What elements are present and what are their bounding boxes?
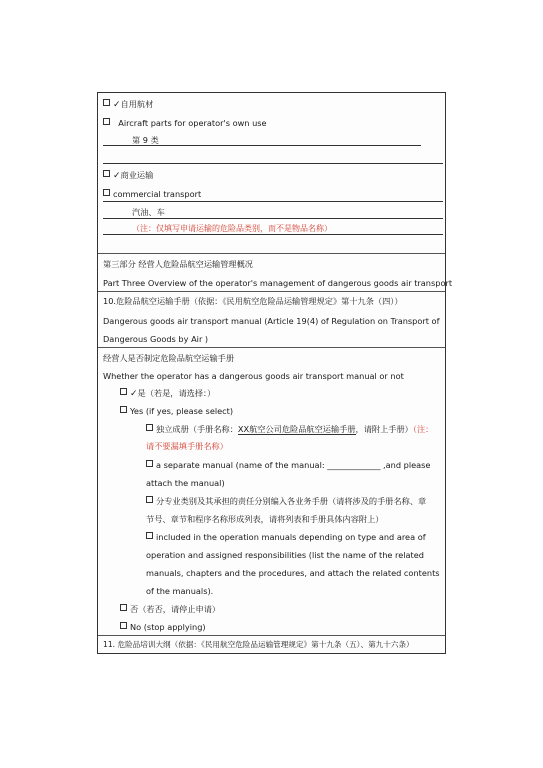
goods-underline (103, 218, 443, 219)
separate-manual-en-2: attach the manual) (146, 478, 225, 488)
form-table (97, 92, 453, 654)
included-en-text-1: included in the operation manuals depending on type and area of (156, 532, 426, 542)
commercial-underline (103, 201, 443, 202)
part3-title-en: Part Three Overview of the operator's management of dangerous goods air transport (103, 278, 453, 288)
checkbox-no-en[interactable] (120, 622, 127, 629)
checkbox-included-en[interactable] (146, 532, 153, 539)
check-mark-icon: ✓ (113, 171, 121, 181)
checkbox-self-use[interactable] (103, 99, 110, 106)
separate-manual-zh (146, 424, 433, 435)
checkbox-yes[interactable] (120, 388, 127, 395)
blank-underline (103, 163, 443, 164)
commercial-label-en: commercial transport (113, 189, 202, 199)
manual-name-value: XX航空公司危险品航空运输手册 (237, 424, 356, 434)
included-en-1 (146, 532, 426, 543)
divider (98, 291, 445, 292)
checkbox-separate-manual-en[interactable] (146, 460, 153, 467)
yes-option-en (120, 406, 233, 417)
no-label-en: No (stop applying) (130, 622, 206, 632)
divider (98, 347, 445, 348)
commercial-label-zh: 商业运输 (120, 170, 154, 180)
separate-suffix: ，请附上手册） (355, 424, 413, 434)
checkbox-separate-manual[interactable] (146, 424, 153, 431)
goods-value: 汽油、车 (132, 207, 165, 217)
item10-title-zh: 10.危险品航空运输手册（依据：《民用航空危险品运输管理规定》第十九条（四）） (103, 296, 403, 306)
commercial-option-en (103, 189, 201, 200)
included-en-4: of the manuals). (146, 586, 214, 596)
goods-note: （注：仅填写申请运输的危险品类别，而不是物品名称） (132, 224, 332, 233)
item10-desc-en-1: Dangerous goods air transport manual (Article 19(4) of Regulation on Transport of (103, 316, 440, 326)
no-option-en (120, 622, 206, 633)
checkbox-no[interactable] (120, 604, 127, 611)
class-underline (103, 145, 421, 146)
self-use-option (103, 99, 153, 111)
no-option-zh (120, 604, 220, 615)
self-use-label-en: Aircraft parts for operator's own use (118, 118, 267, 128)
manual-question-en: Whether the operator has a dangerous goods air transport manual or not (103, 371, 404, 381)
divider (98, 253, 445, 254)
item11-title-zh: 11. 危险品培训大纲（依据：《民用航空危险品运输管理规定》第十九条（五）、第九十六条） (103, 640, 414, 649)
manual-question-zh: 经营人是否制定危险品航空运输手册 (103, 353, 235, 363)
checkbox-self-use-en[interactable] (103, 118, 110, 125)
yes-label-zh: 是（若是，请选择：） (137, 388, 216, 398)
included-zh-2: 节号、章节和程序名称形成列表，请将列表和手册具体内容附上） (146, 514, 384, 524)
self-use-label-zh: 自用航材 (120, 99, 154, 109)
note-underline (103, 234, 443, 235)
check-mark-icon: ✓ (113, 100, 121, 110)
item10-desc-en-2: Dangerous Goods by Air ) (103, 334, 209, 344)
check-mark-icon: ✓ (130, 389, 138, 399)
checkbox-commercial-en[interactable] (103, 189, 110, 196)
divider (98, 635, 445, 636)
checkbox-commercial[interactable] (103, 170, 110, 177)
separate-en-text-1: a separate manual (name of the manual: _____________ ,and please (156, 460, 431, 470)
included-zh-1 (146, 496, 426, 507)
part3-title-zh: 第三部分 经营人危险品航空运输管理概况 (103, 259, 253, 269)
class-value: 第 9 类 (132, 135, 159, 145)
separate-manual-en-1 (146, 460, 430, 471)
yes-option-zh (120, 388, 215, 400)
no-label-zh: 否（若否，请停止申请） (130, 604, 221, 614)
included-en-2: operation and assigned responsibilities (list the name of the related (146, 550, 424, 560)
separate-note-red-2: 请不要漏填手册名称） (146, 441, 228, 451)
commercial-option (103, 170, 153, 182)
checkbox-yes-en[interactable] (120, 406, 127, 413)
yes-label-en: Yes (if yes, please select) (130, 406, 234, 416)
self-use-option-en (103, 118, 267, 129)
checkbox-included[interactable] (146, 496, 153, 503)
included-zh-text-1: 分专业类别及其承担的责任分别编入各业务手册（请将涉及的手册名称、章 (156, 496, 427, 506)
separate-prefix: 独立成册（手册名称： (156, 424, 238, 434)
separate-note-red: （注： (412, 424, 434, 434)
included-en-3: manuals, chapters and the procedures, and attach the related contents (146, 568, 440, 578)
